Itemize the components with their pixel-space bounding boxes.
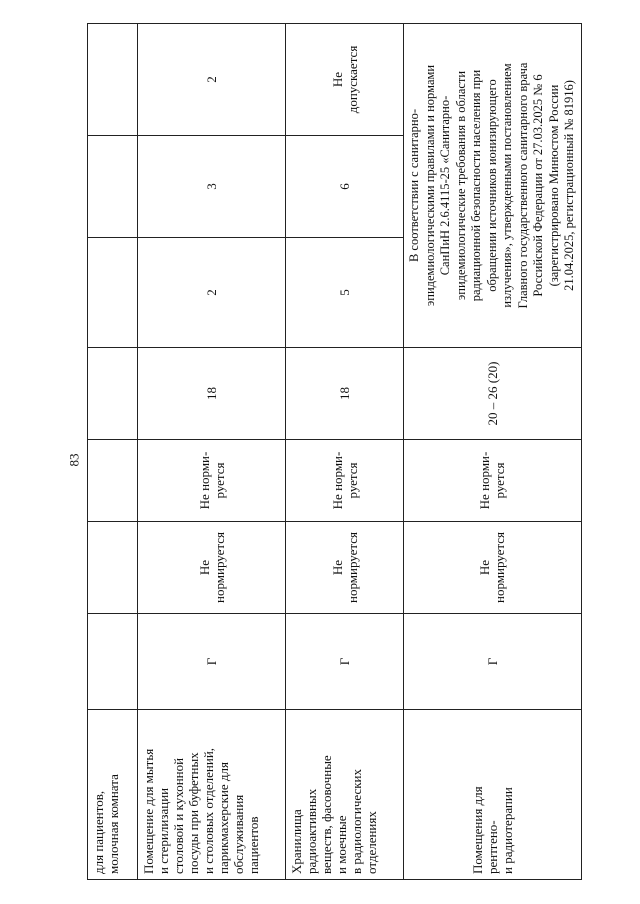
room-name-cell: Помещения для рентгено- и радиотерапии [404,710,582,880]
cell: Не норми- руется [404,440,582,522]
cell: Не норми- руется [286,440,404,522]
cell [88,348,138,440]
cell: 20 – 26 (20) [404,348,582,440]
rotated-table-container [87,24,576,880]
room-name-cell: для пациентов, молочная комната [88,710,138,880]
cell [88,238,138,348]
cell: 2 [138,238,286,348]
cell: 18 [138,348,286,440]
room-name-cell: Помещение для мытья и стерилизации столовой и кухонной посуды при буфетных и столовых отделений, парикмахерские для обслуживания пациентов [138,710,286,880]
room-name-cell: Хранилища радиоактивных веществ, фасовочные и моечные в радиологических отделениях [286,710,404,880]
cell: 5 [286,238,404,348]
class-cell: Г [286,614,404,710]
cell: Не нормируется [138,522,286,614]
page-number: 83 [66,453,82,467]
cell: Не нормируется [286,522,404,614]
cell: 18 [286,348,404,440]
cell: 3 [138,136,286,238]
class-cell [88,614,138,710]
cell [88,24,138,136]
table-row [138,24,286,880]
table-row [88,24,138,880]
ventilation-requirements-table [87,23,582,880]
cell [88,136,138,238]
class-cell: Г [404,614,582,710]
cell: 6 [286,136,404,238]
class-cell: Г [138,614,286,710]
sanpin-reference-cell: В соответствии с санитарно- эпидемиологическими правилами и нормами СанПиН 2.6.4115-25 «Санитарно- эпидемиологические требования в области радиационной безопасности населения при обращении источников ионизирующего излучения», утвержденными постановлением Главного государственного санитарного врача Российской Федерации от 27.03.2025 № 6 (зарегистрировано Минюстом России 21.04.2025, регистрационный № 81916) [404,24,582,348]
table-row [286,24,404,880]
cell: Не нормируется [404,522,582,614]
cell: Не допускается [286,24,404,136]
cell [88,440,138,522]
cell [88,522,138,614]
table-row [404,24,582,880]
cell: Не норми- руется [138,440,286,522]
cell: 2 [138,24,286,136]
